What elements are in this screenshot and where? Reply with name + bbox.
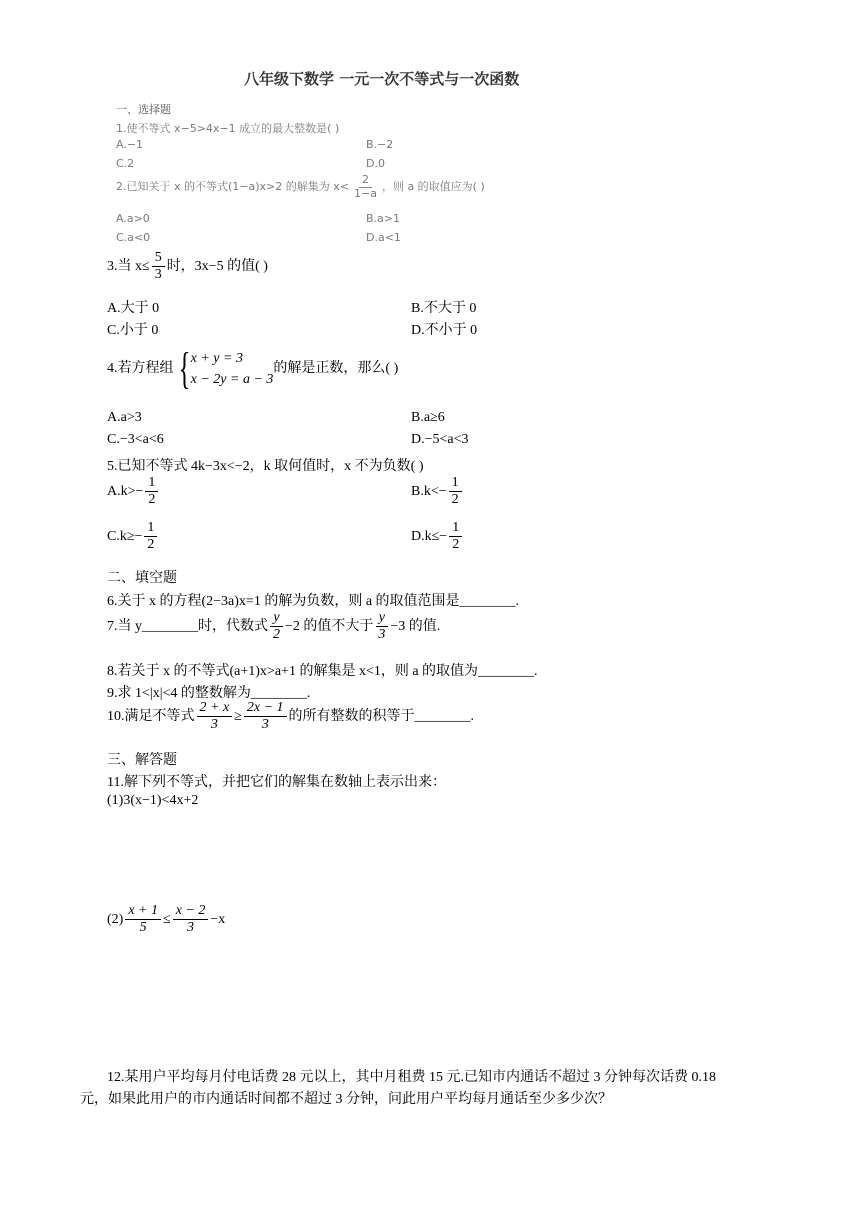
q9-stem: 9.求 1<|x|<4 的整数解为________. xyxy=(107,686,311,701)
q5-option-d-fraction xyxy=(449,520,462,553)
q10-f1-num: 2 + x xyxy=(197,700,233,717)
q2-frac-den: 1−a xyxy=(353,186,377,200)
q4-option-d: D.−5<a<3 xyxy=(411,432,469,447)
q10-f2-num: 2x − 1 xyxy=(244,700,287,717)
q10-f1-den: 3 xyxy=(210,717,218,733)
q7-fraction-2 xyxy=(375,610,388,643)
q5-a-frac-den: 2 xyxy=(148,492,156,508)
q3-post: 时，3x−5 的值( ) xyxy=(166,258,268,274)
q3-stem xyxy=(107,250,268,283)
q11-p2-fraction-2 xyxy=(173,903,209,936)
q10-f2-den: 3 xyxy=(261,717,269,733)
q1-option-a: A.−1 xyxy=(116,138,144,151)
q5-option-c-fraction xyxy=(144,520,157,553)
q3-option-b: B.不大于 0 xyxy=(411,301,477,316)
q10-post: 的所有整数的积等于________. xyxy=(288,708,475,724)
q5-option-a-text: A.k>− xyxy=(107,483,144,499)
q5-d-frac-num: 1 xyxy=(449,520,462,537)
q2-fraction xyxy=(351,174,380,200)
q11-p2-f2-num: x − 2 xyxy=(173,903,209,920)
section-heading-solve: 三、解答题 xyxy=(107,753,177,768)
page-title: 八年级下数学 一元一次不等式与一次函数 xyxy=(244,70,520,88)
q5-option-b-text: B.k<− xyxy=(411,483,447,499)
q11-p2-relation: ≤ xyxy=(163,911,171,927)
q10-fraction-1 xyxy=(197,700,233,733)
q5-d-frac-den: 2 xyxy=(452,537,460,553)
q4-eq1: x + y = 3 xyxy=(190,351,243,366)
q2-option-b: B.a>1 xyxy=(366,212,400,225)
q11-p2-f1-num: x + 1 xyxy=(125,903,161,920)
q2-stem-pre: 2.已知关于 x 的不等式(1−a)x>2 的解集为 x< xyxy=(116,180,349,194)
q11-part-1: (1)3(x−1)<4x+2 xyxy=(107,793,199,808)
q1-option-c: C.2 xyxy=(116,157,135,170)
q11-p2-pre: (2) xyxy=(107,911,124,927)
q7-pre: 7.当 y________时，代数式 xyxy=(107,618,268,634)
q12-line-2: 元，如果此用户的市内通话时间都不超过 3 分钟，问此用户平均每月通话至少多少次？ xyxy=(80,1092,612,1107)
q7-stem xyxy=(107,610,440,643)
q5-option-d-text: D.k≤− xyxy=(411,528,448,544)
q4-stem xyxy=(107,344,399,393)
q1-stem: 1.使不等式 x−5>4x−1 成立的最大整数是( ) xyxy=(116,122,340,135)
q7-f1-num: y xyxy=(270,610,282,627)
q11-part-2 xyxy=(107,903,225,936)
q3-frac-num: 5 xyxy=(152,250,165,267)
q5-option-a-fraction xyxy=(145,475,158,508)
q7-post: −3 的值. xyxy=(390,618,441,634)
q5-option-d xyxy=(411,520,464,553)
q5-option-b xyxy=(411,475,464,508)
q1-option-b: B.−2 xyxy=(366,138,394,151)
q5-a-frac-num: 1 xyxy=(145,475,158,492)
q10-fraction-2 xyxy=(244,700,287,733)
q5-b-frac-num: 1 xyxy=(449,475,462,492)
q3-fraction xyxy=(152,250,165,283)
section-heading-choice: 一、选择题 xyxy=(116,103,171,116)
q2-option-c: C.a<0 xyxy=(116,231,151,244)
q11-p2-post: −x xyxy=(210,911,226,927)
q1-option-d: D.0 xyxy=(366,157,385,170)
q5-b-frac-den: 2 xyxy=(451,492,459,508)
q4-eq2: x − 2y = a − 3 xyxy=(190,372,274,387)
q2-frac-num: 2 xyxy=(359,174,372,188)
q3-option-c: C.小于 0 xyxy=(107,323,159,338)
q3-frac-den: 3 xyxy=(154,267,162,283)
q7-f1-den: 2 xyxy=(273,627,280,643)
q2-stem xyxy=(116,174,485,200)
q4-post: 的解是正数，那么( ) xyxy=(273,361,399,377)
q11-p2-f1-den: 5 xyxy=(139,920,147,936)
q11-p2-fraction-1 xyxy=(125,903,161,936)
q5-c-frac-num: 1 xyxy=(144,520,157,537)
q7-fraction-1 xyxy=(270,610,283,643)
q7-f2-den: 3 xyxy=(378,627,386,643)
q4-brace: { xyxy=(178,344,190,393)
q10-pre: 10.满足不等式 xyxy=(107,708,195,724)
q4-option-b: B.a≥6 xyxy=(411,410,445,425)
q6-stem: 6.关于 x 的方程(2−3a)x=1 的解为负数，则 a 的取值范围是________. xyxy=(107,594,520,609)
q3-option-d: D.不小于 0 xyxy=(411,323,478,338)
q4-option-a: A.a>3 xyxy=(107,410,142,425)
q11-p2-f2-den: 3 xyxy=(187,920,195,936)
q8-stem: 8.若关于 x 的不等式(a+1)x>a+1 的解集是 x<1，则 a 的取值为________. xyxy=(107,664,538,679)
q10-relation: ≥ xyxy=(234,708,242,724)
q4-equation-system xyxy=(191,348,274,390)
q5-option-c-text: C.k≥− xyxy=(107,528,143,544)
q5-option-a xyxy=(107,475,160,508)
q3-pre: 3.当 x≤ xyxy=(107,258,150,274)
q2-option-a: A.a>0 xyxy=(116,212,150,225)
q2-option-d: D.a<1 xyxy=(366,231,401,244)
q11-stem: 11.解下列不等式，并把它们的解集在数轴上表示出来： xyxy=(107,775,446,790)
q2-stem-post: ，则 a 的取值应为( ) xyxy=(381,180,485,194)
q4-pre: 4.若方程组 xyxy=(107,361,174,377)
q7-mid: −2 的值不大于 xyxy=(285,618,374,634)
q10-stem xyxy=(107,700,474,733)
q3-option-a: A.大于 0 xyxy=(107,301,160,316)
section-heading-fill: 二、填空题 xyxy=(107,571,177,586)
q5-option-c xyxy=(107,520,159,553)
q7-f2-num: y xyxy=(376,610,388,627)
q5-option-b-fraction xyxy=(449,475,462,508)
q4-option-c: C.−3<a<6 xyxy=(107,432,164,447)
q5-stem: 5.已知不等式 4k−3x<−2，k 取何值时，x 不为负数( ) xyxy=(107,459,424,474)
q5-c-frac-den: 2 xyxy=(147,537,155,553)
q12-line-1: 12.某用户平均每月付电话费 28 元以上，其中月租费 15 元.已知市内通话不超过 3 分钟每次话费 0.18 xyxy=(107,1070,716,1085)
